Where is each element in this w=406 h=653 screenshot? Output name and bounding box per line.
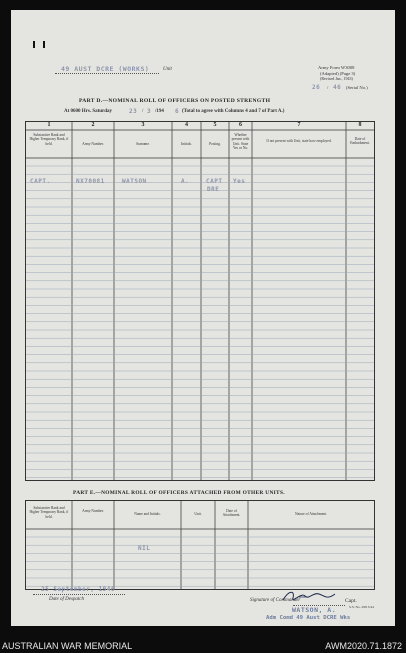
col-num: 8 <box>358 122 362 128</box>
part-e-col-head: Nature of Attachment. <box>294 512 328 516</box>
form-revised: (Revised Jan., 1943) <box>320 76 353 81</box>
serial-year: 46 <box>333 84 342 91</box>
date-month: 3 <box>147 108 152 115</box>
col-num: 4 <box>185 122 188 128</box>
form-number: Army Form W3008 <box>318 65 355 70</box>
at-time-label: At 0600 Hrs. Saturday <box>64 109 113 114</box>
unit-underline <box>55 73 159 74</box>
col-num: 6 <box>239 122 242 128</box>
part-e-col-head: Date of Attachment. <box>222 509 241 518</box>
serial-prefix: / <box>327 85 329 90</box>
col-head: Whether present with Unit. State Yes or No. <box>231 133 250 150</box>
col-num: 1 <box>47 122 51 128</box>
col-head: If not present with Unit, state how employed. <box>266 139 332 143</box>
col-head: Initials. <box>181 142 192 146</box>
rank-suffix: Capt. <box>345 598 357 604</box>
caption-right: AWM2020.71.1872 <box>325 641 402 651</box>
despatch-label: Date of Despatch <box>49 597 84 602</box>
entry-posting: CAPT <box>206 178 223 185</box>
entry-surname: WATSON <box>122 178 147 185</box>
part-e-nil: NIL <box>138 545 151 552</box>
col-num: 7 <box>297 122 301 128</box>
unit-typed: 49 AUST DCRE (WORKS) <box>61 65 150 73</box>
form-adapted: (Adapted) (Page 3) <box>320 71 356 76</box>
printer-note: S.S. No. 298 3/44 <box>349 605 374 609</box>
date-year: 6 <box>175 108 180 115</box>
part-e-col-head: Substantive Rank and Higher Temporary Rank, if held. <box>29 506 69 519</box>
col-head: Army Number. <box>82 142 104 146</box>
entry-initials: A. <box>181 178 190 185</box>
col-num: 2 <box>91 122 95 128</box>
serial-typed: 26 <box>312 84 321 91</box>
despatch-underline <box>33 594 125 595</box>
col-num: 5 <box>213 122 217 128</box>
col-head: Surname. <box>136 142 150 146</box>
despatch-date: 25 September, 1946 <box>41 586 116 593</box>
col-head: Date of Embarkment. <box>350 137 370 146</box>
entry-present: Yes <box>233 178 246 185</box>
punch-hole <box>33 41 35 48</box>
part-e-table <box>25 500 375 590</box>
col-head: Posting. <box>209 142 221 146</box>
part-e-col-head: Name and Initials. <box>134 512 161 516</box>
serial-label: (Serial No.) <box>346 85 368 90</box>
caption-left: AUSTRALIAN WAR MEMORIAL <box>2 641 133 651</box>
part-e-title: PART E.—NOMINAL ROLL OF OFFICERS ATTACHED FROM OTHER UNITS. <box>73 490 285 496</box>
form-sheet <box>11 10 395 626</box>
part-d-grid <box>26 122 374 480</box>
col-head: Substantive Rank and Higher Temporary Rank, if held. <box>29 133 69 146</box>
signer-role: Adm Comd 49 Aust DCRE Wks <box>266 615 351 621</box>
date-sep: / <box>142 109 144 114</box>
part-d-title: PART D.—NOMINAL ROLL OF OFFICERS ON POSTED STRENGTH <box>79 98 271 104</box>
signature-label: Signature of Commander <box>250 598 301 603</box>
entry-number: NX70081 <box>76 178 105 185</box>
entry-posting-2: DRE <box>207 186 220 193</box>
punch-hole <box>43 41 45 48</box>
part-e-col-head: Unit. <box>194 512 202 516</box>
part-d-table <box>25 121 375 481</box>
unit-label: Unit <box>163 67 172 72</box>
handwritten-signature <box>279 588 339 606</box>
entry-rank: CAPT. <box>30 178 51 185</box>
signer-name: WATSON, A. <box>292 606 337 614</box>
date-day: 23 <box>129 108 138 115</box>
col-num: 3 <box>141 122 145 128</box>
total-note: (Total to agree with Columns 4 and 7 of Part A.) <box>182 109 285 114</box>
part-e-col-head: Army Number. <box>82 509 104 513</box>
year-prefix: /194 <box>155 109 164 114</box>
